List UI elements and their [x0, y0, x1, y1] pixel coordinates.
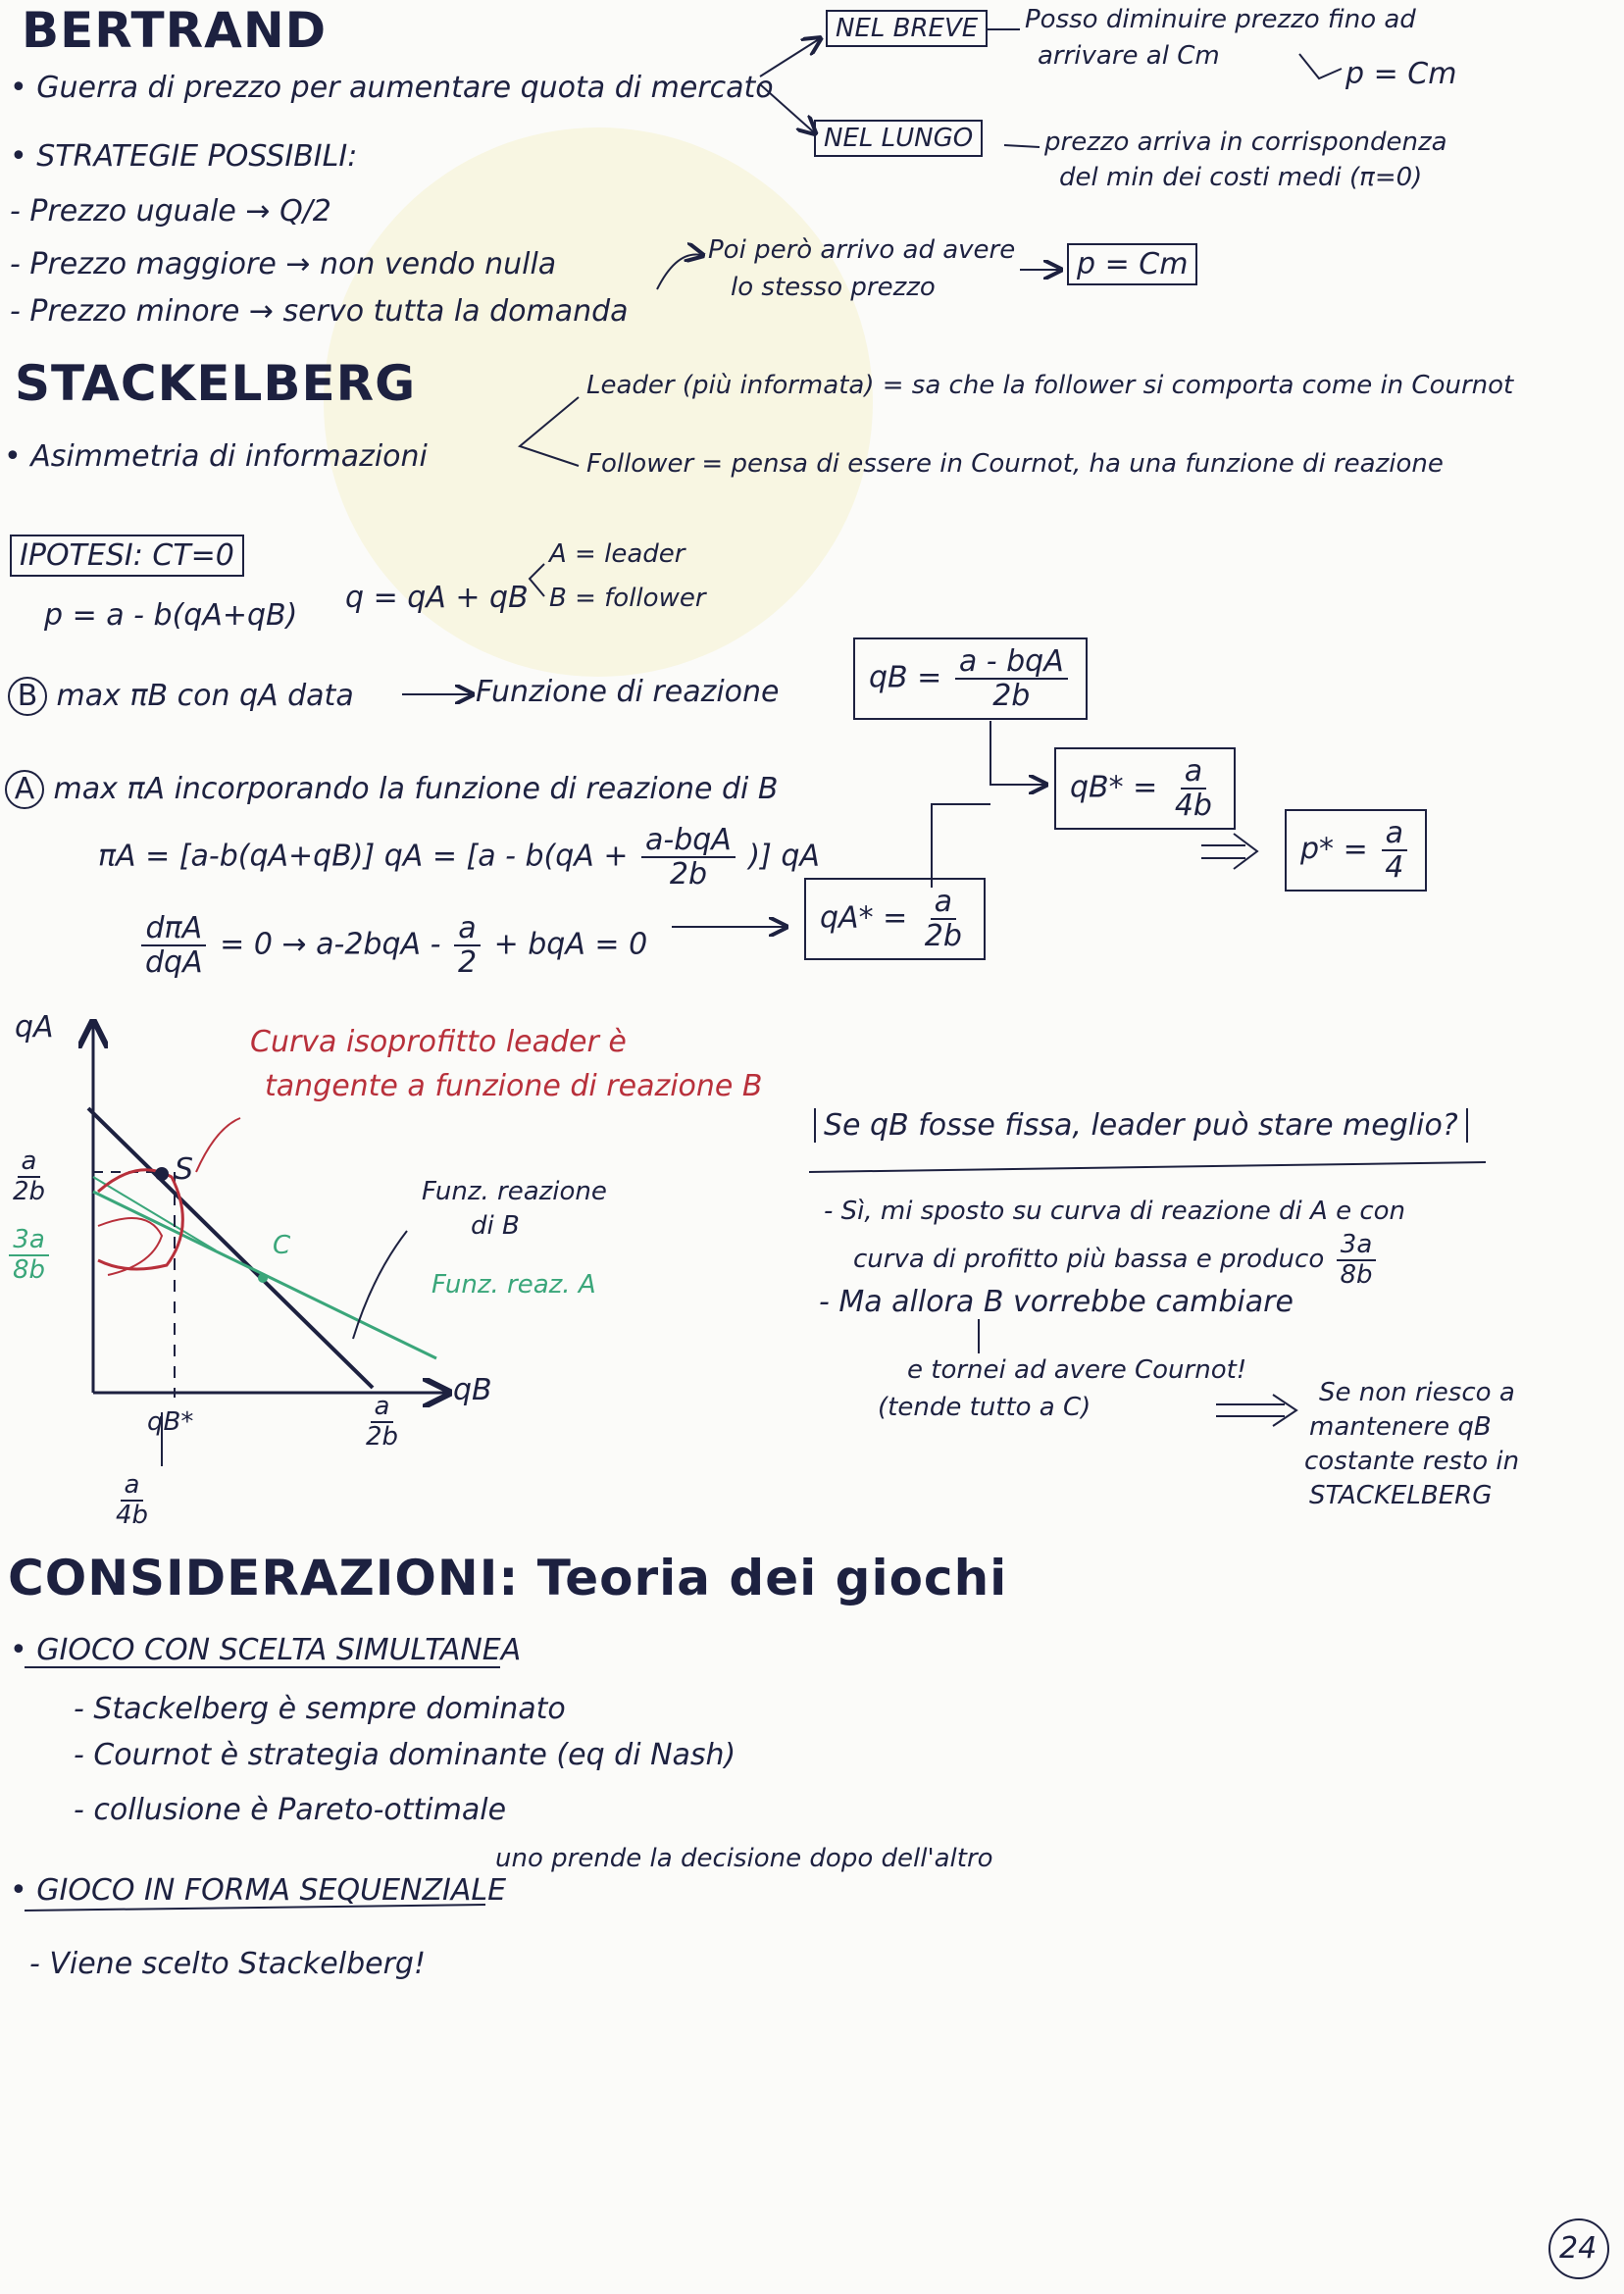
point-c-dot — [258, 1273, 268, 1283]
bertrand-title: BERTRAND — [22, 2, 328, 59]
qb-star-num: a — [1181, 755, 1206, 790]
gioco-simultaneo: • GIOCO CON SCELTA SIMULTANEA — [10, 1633, 522, 1667]
deriv-rest: = 0 → a-2bqA - — [220, 927, 450, 962]
bertrand-s1: - Prezzo uguale → Q/2 — [10, 194, 331, 229]
stackelberg-leader: Leader (più informata) = sa che la follower si comporta come in Cournot — [586, 371, 1514, 400]
graph-y-label: qA — [15, 1010, 54, 1045]
p-star-den: 4 — [1385, 850, 1404, 885]
stackelberg-follower: Follower = pensa di essere in Cournot, ha una funzione di reazione — [586, 449, 1444, 479]
bracket-ab — [530, 564, 544, 596]
x-tick-den: 2b — [366, 1421, 399, 1452]
bertrand-s3: - Prezzo minore → servo tutta la domanda — [10, 294, 629, 329]
qb-lhs: qB = — [869, 660, 942, 695]
qa-star-lhs: qA* = — [820, 900, 908, 936]
squiggle-arrow — [657, 254, 701, 289]
qb-num: a - bqA — [955, 645, 1068, 680]
qa-star-den: 2b — [924, 919, 962, 953]
y-tick2-num: 3a — [9, 1226, 48, 1256]
b-step-arrow-text: Funzione di reazione — [476, 675, 780, 709]
b-follower-label: B = follower — [549, 584, 706, 613]
bertrand-s2: - Prezzo maggiore → non vendo nulla — [10, 247, 557, 281]
point-s-label: S — [175, 1152, 194, 1187]
question-a1: - Sì, mi sposto su curva di reazione di A e con — [824, 1197, 1406, 1226]
qb-star-den: 4b — [1174, 789, 1212, 823]
stackelberg-asim: • Asimmetria di informazioni — [4, 439, 428, 474]
bertrand-p-cm-box: p = Cm — [1067, 243, 1197, 285]
breve-text2: arrivare al Cm — [1038, 41, 1220, 71]
qb-reaction-box — [853, 637, 1088, 720]
pia-equation — [98, 824, 820, 891]
gioco-simultaneo-c: - collusione è Pareto-ottimale — [74, 1793, 507, 1827]
bertrand-line1: • Guerra di prezzo per aumentare quota di mercato — [10, 71, 774, 105]
implies-arrow — [1299, 54, 1342, 78]
gioco-sequenziale-note: uno prende la decisione dopo dell'altro — [495, 1844, 993, 1873]
reac-b-line1: Funz. reazione — [422, 1177, 607, 1206]
bertrand-poi: Poi però arrivo ad avere — [708, 235, 1016, 265]
graph-y-tick2 — [5, 1226, 53, 1284]
deriv-frac-den: 2 — [457, 945, 478, 980]
a-step-row — [5, 770, 778, 809]
x-tick-qb-star: qB* — [147, 1407, 194, 1437]
x-tick2-den: 4b — [116, 1500, 149, 1530]
question-a5: (tende tutto a C) — [878, 1393, 1091, 1422]
qb-star-lhs: qB* = — [1070, 770, 1158, 805]
b-step-row — [8, 677, 354, 716]
pia-num: a-bqA — [641, 824, 736, 858]
a-leader-label: A = leader — [549, 539, 685, 569]
lungo-text2: del min dei costi medi (π=0) — [1059, 163, 1423, 192]
deriv-end: + bqA = 0 — [493, 927, 648, 962]
link-qa-qb — [932, 804, 990, 888]
derivative-equation — [137, 912, 647, 979]
question-a2-text: curva di profitto più bassa e produco — [853, 1245, 1325, 1275]
p-star-lhs: p* = — [1300, 832, 1368, 867]
ipotesi-box: IPOTESI: CT=0 — [10, 535, 244, 577]
considerazioni-title: CONSIDERAZIONI: Teoria dei giochi — [8, 1550, 1008, 1606]
stackelberg-title: STACKELBERG — [15, 355, 417, 412]
qa-star-box — [804, 878, 986, 960]
a-circle-label: A — [5, 770, 44, 809]
y-tick-den: 2b — [13, 1176, 46, 1206]
reac-a-label: Funz. reaz. A — [431, 1270, 596, 1300]
pia-part1: πA = [a-b(qA+qB)] qA = [a - b(qA + — [98, 839, 638, 874]
question-title: Se qB fosse fissa, leader può stare meglio? — [814, 1108, 1468, 1143]
bertrand-strategie: • STRATEGIE POSSIBILI: — [10, 139, 358, 174]
a-step-text: max πA incorporando la funzione di reazione di B — [53, 772, 779, 806]
breve-text1: Posso diminuire prezzo fino ad — [1025, 5, 1416, 34]
point-c-label: C — [273, 1231, 291, 1260]
question-a2 — [853, 1231, 1381, 1289]
question-a2-den: 8b — [1340, 1259, 1373, 1290]
nel-breve-box: NEL BREVE — [826, 10, 988, 47]
pia-part2: )] qA — [748, 839, 820, 874]
y-tick2-den: 8b — [13, 1254, 46, 1285]
breve-result: p = Cm — [1345, 57, 1457, 91]
dash-lungo — [1004, 145, 1040, 147]
reaction-line-b — [88, 1108, 373, 1388]
question-a4: e tornei ad avere Cournot! — [907, 1355, 1247, 1385]
b-circle-label: B — [8, 677, 47, 716]
q-equation: q = qA + qB — [345, 581, 529, 615]
pia-den: 2b — [669, 857, 707, 892]
reac-b-line2: di B — [471, 1211, 520, 1241]
qb-den: 2b — [992, 679, 1031, 713]
gioco-sequenziale: • GIOCO IN FORMA SEQUENZIALE — [10, 1873, 507, 1908]
x-tick-num: a — [371, 1393, 394, 1423]
bracket-leader-follower — [520, 397, 579, 466]
deriv-den: dqA — [145, 945, 203, 980]
arrow-to-qb-star — [990, 721, 1044, 785]
gioco-simultaneo-a: - Stackelberg è sempre dominato — [74, 1692, 566, 1726]
b-step-text: max πB con qA data — [56, 679, 354, 713]
deriv-frac-num: a — [454, 912, 480, 946]
annot-red-arrow — [196, 1118, 240, 1172]
question-underline — [809, 1162, 1486, 1172]
nel-lungo-box: NEL LUNGO — [814, 120, 983, 157]
x-tick-a4b — [108, 1471, 156, 1529]
deriv-num: dπA — [141, 912, 206, 946]
annot-red-line2: tangente a funzione di reazione B — [265, 1069, 763, 1103]
conclusion-4: STACKELBERG — [1309, 1481, 1493, 1510]
qa-star-num: a — [931, 886, 956, 920]
x-tick-a2b — [358, 1393, 406, 1451]
conclusion-2: mantenere qB — [1309, 1412, 1492, 1442]
qb-star-box — [1054, 747, 1236, 830]
x-tick2-num: a — [121, 1471, 144, 1502]
conclusion-1: Se non riesco a — [1319, 1378, 1515, 1407]
question-a3: - Ma allora B vorrebbe cambiare — [819, 1285, 1294, 1319]
annot-red-line1: Curva isoprofitto leader è — [250, 1025, 627, 1059]
point-s-dot — [155, 1167, 169, 1181]
lungo-text1: prezzo arriva in corrispondenza — [1044, 127, 1447, 157]
graph-y-tick — [5, 1147, 53, 1205]
graph-x-label: qB — [453, 1373, 492, 1407]
y-tick-num: a — [18, 1147, 41, 1178]
conclusion-3: costante resto in — [1304, 1447, 1520, 1476]
gioco-sequenziale-a: - Viene scelto Stackelberg! — [29, 1947, 427, 1981]
question-a2-num: 3a — [1337, 1231, 1376, 1261]
p-star-num: a — [1382, 817, 1407, 851]
page-number: 24 — [1559, 2231, 1598, 2266]
isoprofit-curve-2 — [98, 1218, 162, 1275]
implies-conclusion — [1216, 1395, 1296, 1426]
implies-p-star — [1201, 834, 1257, 869]
p-star-box — [1285, 809, 1427, 892]
bertrand-poi2: lo stesso prezzo — [731, 273, 936, 302]
p-equation: p = a - b(qA+qB) — [44, 598, 298, 633]
gioco-simultaneo-b: - Cournot è strategia dominante (eq di Nash) — [74, 1738, 736, 1772]
